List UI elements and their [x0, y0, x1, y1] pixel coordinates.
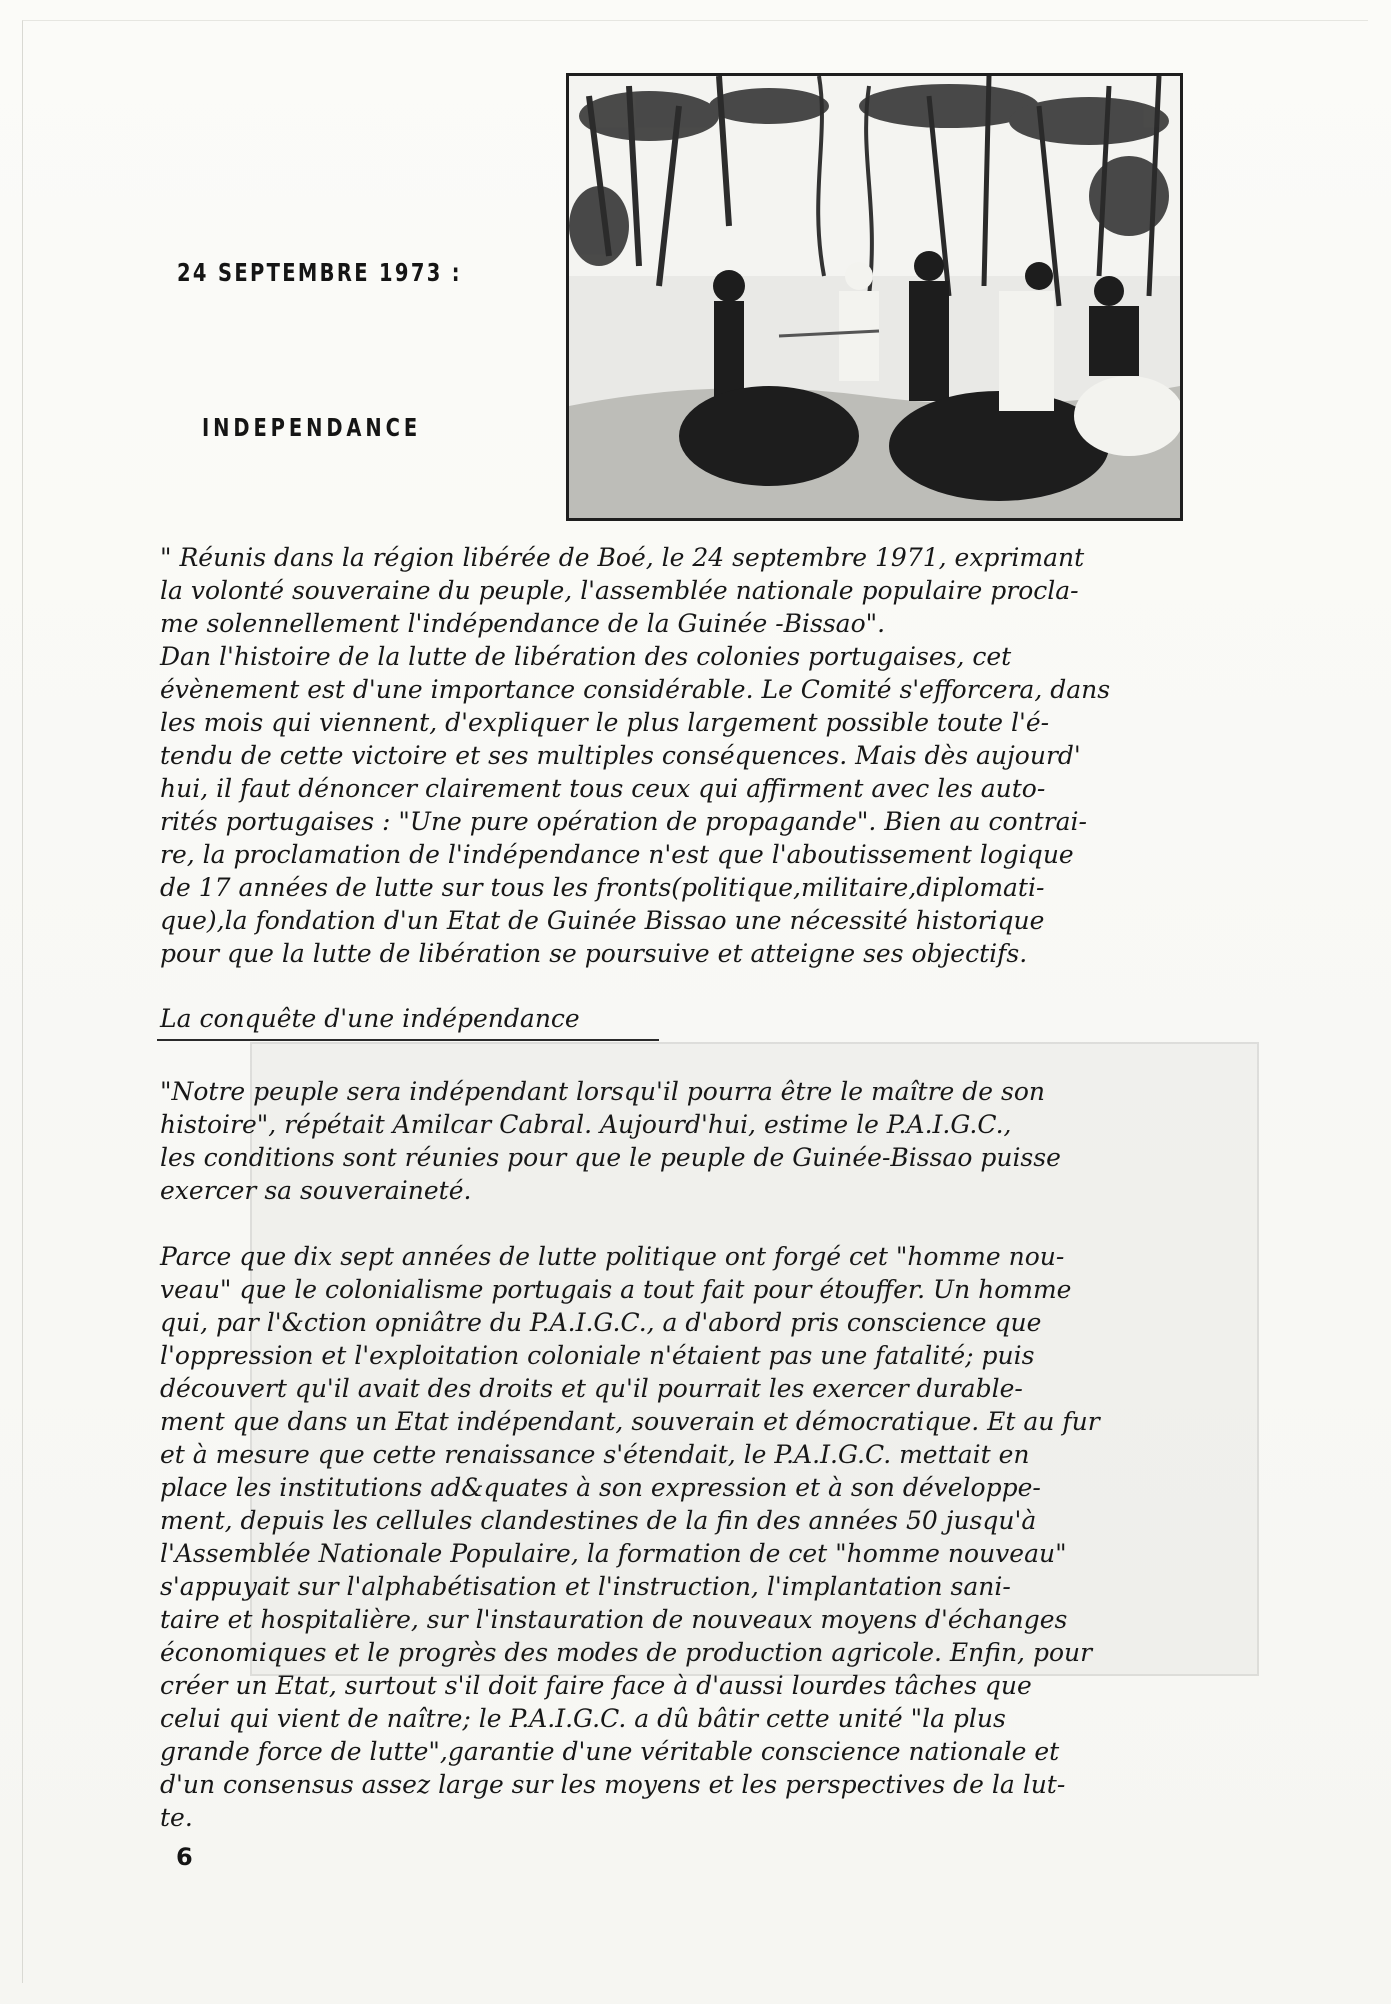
text-line: veau" que le colonialisme portugais a tout fait pour étouffer. Un homme — [160, 1275, 1072, 1304]
subheading: La conquête d'une indépendance — [160, 1004, 580, 1033]
text-line: évènement est d'une importance considérable. Le Comité s'efforcera, dans — [160, 675, 1111, 704]
text-line: te. — [160, 1803, 193, 1832]
text-line: la volonté souveraine du peuple, l'assemblée nationale populaire procla- — [160, 576, 1079, 605]
text-line: me solennellement l'indépendance de la Guinée -Bissao". — [160, 609, 886, 638]
text-line: tendu de cette victoire et ses multiples conséquences. Mais dès aujourd' — [160, 741, 1081, 770]
text-line: exercer sa souveraineté. — [160, 1176, 472, 1205]
intro-paragraph — [160, 541, 1370, 970]
photograph-icon — [569, 76, 1180, 518]
text-line: découvert qu'il avait des droits et qu'il pourrait les exercer durable- — [160, 1374, 1023, 1403]
text-line: Dan l'histoire de la lutte de libération des colonies portugaises, cet — [160, 642, 1012, 671]
text-line: re, la proclamation de l'indépendance n'est que l'aboutissement logique — [160, 840, 1074, 869]
text-line: grande force de lutte",garantie d'une véritable conscience nationale et — [160, 1737, 1060, 1766]
text-line: ment que dans un Etat indépendant, souverain et démocratique. Et au fur — [160, 1407, 1100, 1436]
page-number: 6 — [176, 1843, 193, 1871]
text-line: "Notre peuple sera indépendant lorsqu'il pourra être le maître de son — [160, 1077, 1046, 1106]
text-line: l'Assemblée Nationale Populaire, la formation de cet "homme nouveau" — [160, 1539, 1067, 1568]
text-line: celui qui vient de naître; le P.A.I.G.C. a dû bâtir cette unité "la plus — [160, 1704, 1006, 1733]
text-line: de 17 années de lutte sur tous les fronts(politique,militaire,diplomati- — [160, 873, 1045, 902]
text-line: hui, il faut dénoncer clairement tous ceux qui affirment avec les auto- — [160, 774, 1046, 803]
text-line: que),la fondation d'un Etat de Guinée Bissao une nécessité historique — [160, 906, 1045, 935]
history-paragraph — [160, 1240, 1370, 1834]
text-line: et à mesure que cette renaissance s'étendait, le P.A.I.G.C. mettait en — [160, 1440, 1030, 1469]
section-date-heading: 24 SEPTEMBRE 1973 : — [177, 258, 462, 287]
text-line: pour que la lutte de libération se poursuive et atteigne ses objectifs. — [160, 939, 1028, 968]
cabral-quote-paragraph — [160, 1075, 1370, 1207]
text-line: économiques et le progrès des modes de production agricole. Enfin, pour — [160, 1638, 1093, 1667]
text-line: s'appuyait sur l'alphabétisation et l'instruction, l'implantation sani- — [160, 1572, 1011, 1601]
text-line: histoire", répétait Amilcar Cabral. Aujourd'hui, estime le P.A.I.G.C., — [160, 1110, 1012, 1139]
section-title-heading: INDEPENDANCE — [202, 413, 422, 442]
text-line: d'un consensus assez large sur les moyens et les perspectives de la lut- — [160, 1770, 1066, 1799]
text-line: place les institutions ad&quates à son expression et à son développe- — [160, 1473, 1041, 1502]
text-line: rités portugaises : "Une pure opération de propagande". Bien au contrai- — [160, 807, 1087, 836]
text-line: les conditions sont réunies pour que le peuple de Guinée-Bissao puisse — [160, 1143, 1061, 1172]
text-line: l'oppression et l'exploitation coloniale n'étaient pas une fatalité; puis — [160, 1341, 1035, 1370]
text-line: ment, depuis les cellules clandestines de la fin des années 50 jusqu'à — [160, 1506, 1037, 1535]
subheading-underline — [157, 1039, 659, 1041]
independence-photograph — [566, 73, 1183, 521]
text-line: les mois qui viennent, d'expliquer le plus largement possible toute l'é- — [160, 708, 1050, 737]
text-line: qui, par l'&ction opniâtre du P.A.I.G.C., a d'abord pris conscience que — [160, 1308, 1042, 1337]
text-line: créer un Etat, surtout s'il doit faire face à d'aussi lourdes tâches que — [160, 1671, 1032, 1700]
text-line: " Réunis dans la région libérée de Boé, le 24 septembre 1971, exprimant — [160, 543, 1085, 572]
text-line: Parce que dix sept années de lutte politique ont forgé cet "homme nou- — [160, 1242, 1065, 1271]
text-line: taire et hospitalière, sur l'instauration de nouveaux moyens d'échanges — [160, 1605, 1068, 1634]
